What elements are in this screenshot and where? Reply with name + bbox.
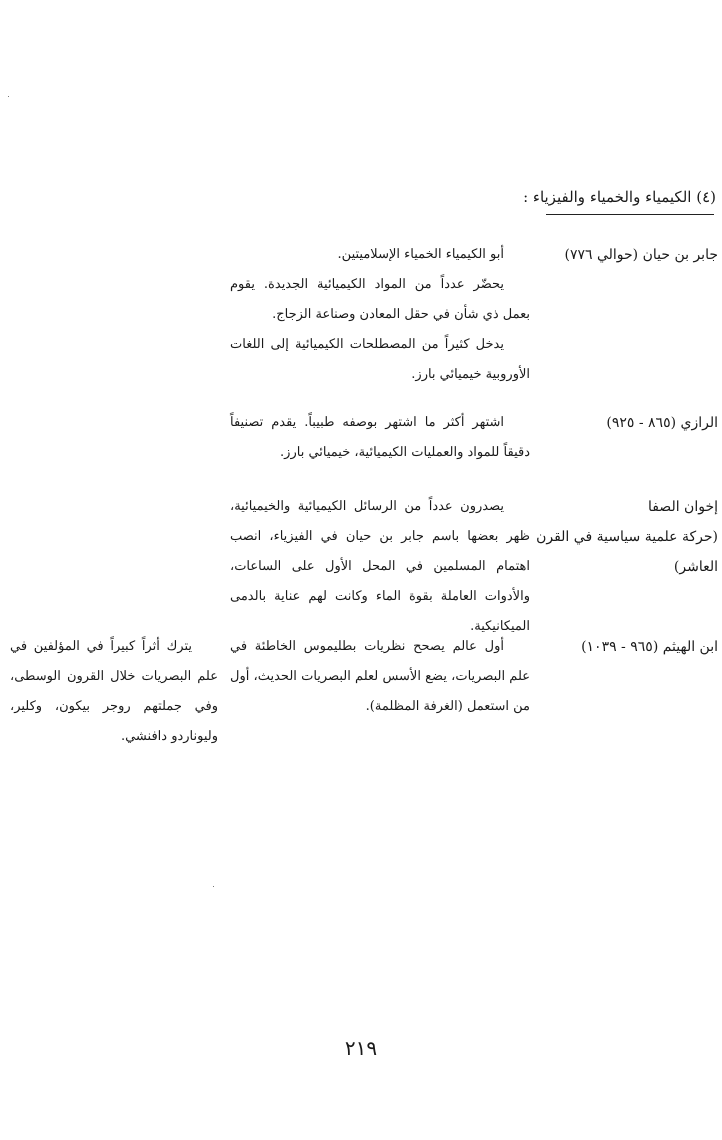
entry-razi	[4, 408, 718, 478]
name-line: جابر بن حيان (حوالي ٧٧٦)	[564, 247, 718, 263]
page-number: ٢١٩	[344, 1036, 378, 1060]
entry-jabir	[4, 240, 718, 380]
entry-description	[230, 492, 530, 642]
name-line: ابن الهيثم (٩٦٥ - ١٠٣٩)	[581, 639, 718, 655]
entry-name	[543, 408, 718, 438]
scan-speck	[213, 886, 214, 887]
entry-description	[230, 632, 530, 722]
entry-description	[230, 240, 530, 390]
entry-influence	[10, 632, 218, 752]
entry-ibn-al-haytham	[4, 632, 718, 762]
entry-ikhwan-al-safa	[4, 492, 718, 634]
entry-name	[536, 492, 718, 582]
scan-speck	[8, 96, 9, 97]
entry-description	[230, 408, 530, 468]
name-line: الرازي (٨٦٥ - ٩٢٥)	[606, 415, 718, 431]
name-line: إخوان الصفا	[647, 499, 718, 515]
description-paragraph: أول عالم يصحح نظريات بطليموس الخاطئة في علم البصريات، يضع الأسس لعلم البصريات الحديث، أول من استعمل (الغرفة المظلمة).	[230, 639, 530, 714]
description-paragraph: اشتهر أكثر ما اشتهر بوصفه طبيباً. يقدم تصنيفاً دقيقاً للمواد والعمليات الكيميائية، خيميائي بارز.	[230, 415, 530, 460]
name-line: (حركة علمية سياسية في القرن	[536, 529, 718, 545]
influence-paragraph: يترك أثراً كبيراً في المؤلفين في علم البصريات خلال القرون الوسطى، وفي جملتهم روجر بيكون، وكلير، وليوناردو دافنشي.	[10, 639, 218, 744]
description-paragraph: يحضّر عدداً من المواد الكيميائية الجديدة. يقوم بعمل ذي شأن في حقل المعادن وصناعة الزجاج.	[230, 277, 530, 322]
entry-name	[543, 632, 718, 662]
description-paragraph: أبو الكيمياء الخمياء الإسلاميتين.	[337, 247, 504, 262]
description-paragraph: يدخل كثيراً من المصطلحات الكيميائية إلى اللغات الأوروبية خيميائي بارز.	[230, 337, 530, 382]
heading-underline	[546, 214, 714, 215]
section-heading: (٤) الكيمياء والخمياء والفيزياء :	[523, 188, 716, 206]
name-line: العاشر)	[673, 559, 718, 575]
entry-name	[543, 240, 718, 270]
description-paragraph: يصدرون عدداً من الرسائل الكيميائية والخيميائية، ظهر بعضها باسم جابر بن حيان في الفيزياء، انصب اهتمام المسلمين في المحل الأول على الساعات، والأدوات العاملة بقوة الماء وكانت لهم عناية بالدمى الميكانيكية.	[230, 499, 530, 634]
